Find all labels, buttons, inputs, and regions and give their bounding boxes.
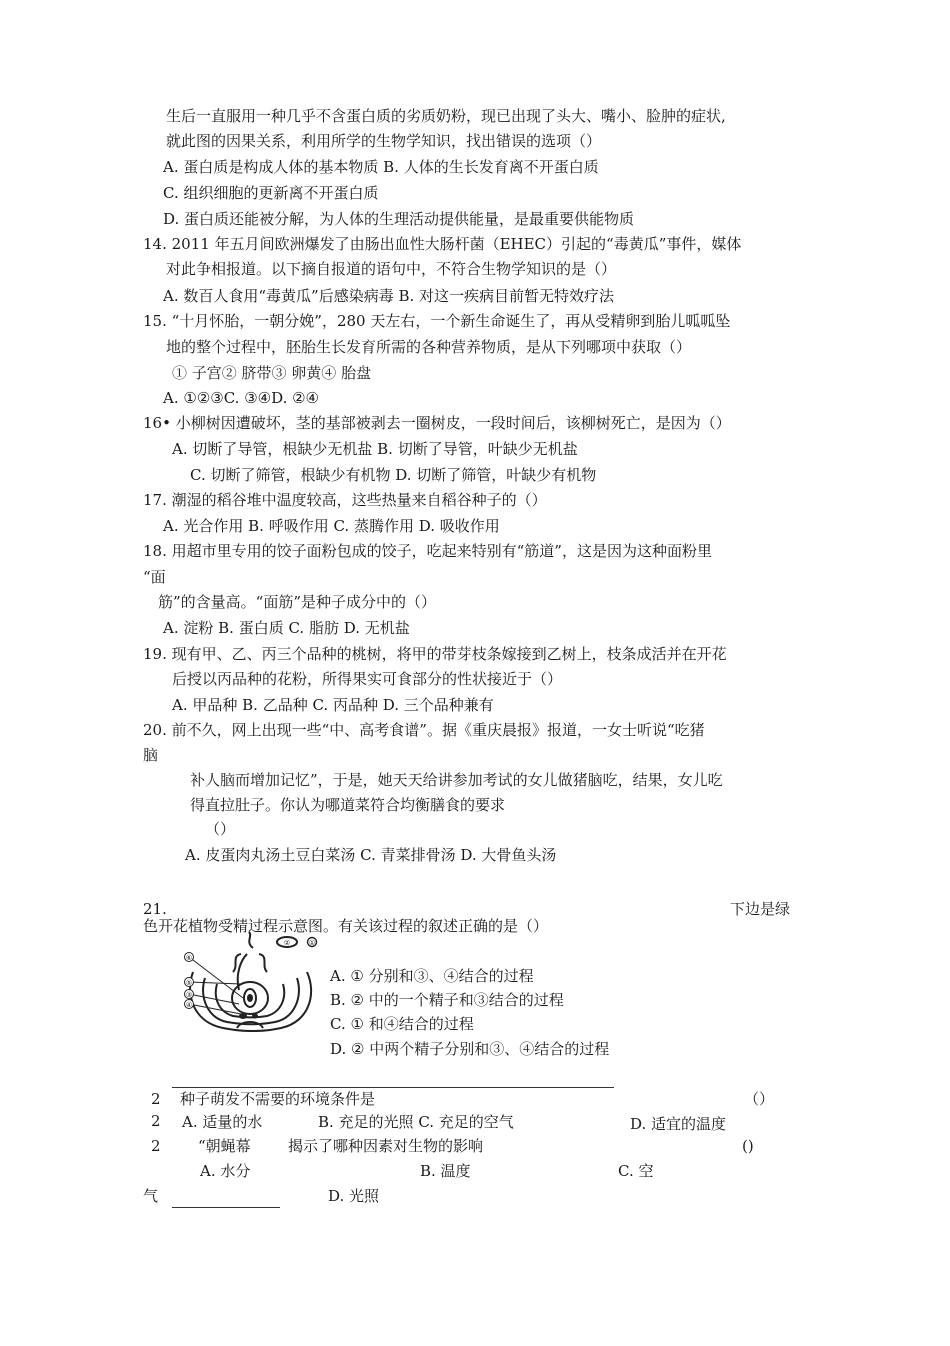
diagram-label-2: ② <box>283 939 291 947</box>
q15-items: ① 子宫② 脐带③ 卵黄④ 胎盘 <box>172 364 372 382</box>
q23-bottom-rule <box>172 1207 280 1208</box>
diagram-label-4: ④ <box>185 1001 193 1009</box>
q23-option-b: B. 温度 <box>420 1162 471 1180</box>
q23-stem-1: “朝蝇幕 <box>198 1137 251 1155</box>
q20-line1: 20. 前不久，网上出现一些“中、高考食谱”。据《重庆晨报》报道，一女士听说“吃猪 <box>143 721 705 739</box>
q18-line1: 18. 用超市里专用的饺子面粉包成的饺子，吃起来特别有“筋道”，这是因为这种面粉里 <box>143 542 712 560</box>
q20-line4: 得直拉肚子。你认为哪道菜符合均衡膳食的要求 <box>190 796 506 814</box>
q21-option-d: D. ② 中两个精子分别和③、④结合的过程 <box>330 1040 610 1058</box>
q23-number: 2 <box>151 1137 161 1155</box>
q16-option-ab: A. 切断了导管，根缺少无机盐 B. 切断了导管，叶缺少无机盐 <box>172 440 578 458</box>
q23-option-a: A. 水分 <box>200 1162 251 1180</box>
diagram-label-6: ⑥ <box>185 954 193 962</box>
q13-line1: 生后一直服用一种几乎不含蛋白质的劣质奶粉，现已出现了头大、嘴小、脸肿的症状, <box>166 107 726 125</box>
fertilization-diagram <box>183 932 328 1032</box>
q21-option-c: C. ① 和④结合的过程 <box>330 1015 474 1033</box>
q22-option-a: A. 适量的水 <box>182 1113 263 1131</box>
q22-number-2: 2 <box>151 1112 161 1130</box>
pollen-tube-top <box>249 932 253 948</box>
q14-line1: 14. 2011 年五月间欧洲爆发了由肠出血性大肠杆菌（EHEC）引起的“毒黄瓜”事件，媒体 <box>143 235 742 253</box>
q15-line2: 地的整个过程中，胚胎生长发育所需的各种营养物质，是从下列哪项中获取（） <box>166 338 692 356</box>
q13-line2: 就此图的因果关系，利用所学的生物学知识，找出错误的选项（） <box>166 132 602 150</box>
q23-stem-2: 揭示了哪种因素对生物的影响 <box>288 1137 484 1155</box>
q13-option-d: D. 蛋白质还能被分解，为人体的生理活动提供能量，是最重要供能物质 <box>163 210 635 228</box>
q13-option-c: C. 组织细胞的更新离不开蛋白质 <box>163 184 379 202</box>
q16-option-cd: C. 切断了筛管，根缺少有机物 D. 切断了筛管，叶缺少有机物 <box>190 466 597 484</box>
q20-line2: 脑 <box>143 746 159 764</box>
q21-line1-tail: 下边是绿 <box>730 900 791 918</box>
q23-option-d: D. 光照 <box>328 1187 380 1205</box>
q22-top-rule <box>172 1087 614 1088</box>
q18-options: A. 淀粉 B. 蛋白质 C. 脂肪 D. 无机盐 <box>163 619 410 637</box>
q18-line2: “面 <box>143 568 166 586</box>
q23-option-c-part2: 气 <box>143 1187 159 1205</box>
q14-line2: 对此争相报道。以下摘自报道的语句中，不符合生物学知识的是（） <box>166 260 617 278</box>
q22-number: 2 <box>151 1090 161 1108</box>
q13-option-ab: A. 蛋白质是构成人体的基本物质 B. 人体的生长发育离不开蛋白质 <box>163 158 599 176</box>
q20-line5: （） <box>205 820 236 838</box>
q21-line2: 色开花植物受精过程示意图。有关该过程的叙述正确的是（） <box>143 917 549 935</box>
q15-options: A. ①②③C. ③④D. ②④ <box>163 389 320 407</box>
q21-option-a: A. ① 分别和③、④结合的过程 <box>330 967 534 985</box>
polar-nuclei <box>247 994 253 1002</box>
q23-option-c-part1: C. 空 <box>618 1162 654 1180</box>
q22-option-d: D. 适宜的温度 <box>630 1115 727 1133</box>
diagram-label-5: ⑤ <box>185 979 193 987</box>
q19-line1: 19. 现有甲、乙、丙三个品种的桃树，将甲的带芽枝条嫁接到乙树上，枝条成活并在开花 <box>143 645 727 663</box>
q18-line3: 筋”的含量高。“面筋”是种子成分中的（） <box>158 593 437 611</box>
diagram-label-3: ③ <box>185 991 193 999</box>
q22-stem: 种子萌发不需要的环境条件是 <box>180 1090 376 1108</box>
q17-line1: 17. 潮湿的稻谷堆中温度较高，这些热量来自稻谷种子的（） <box>143 491 547 509</box>
q22-option-bc: B. 充足的光照 C. 充足的空气 <box>318 1113 514 1131</box>
q21-option-b: B. ② 中的一个精子和③结合的过程 <box>330 991 564 1009</box>
q16-line1: 16• 小柳树因遭破坏，茎的基部被剥去一圈树皮，一段时间后，该柳树死亡，是因为（） <box>143 414 731 432</box>
q19-line2: 后授以丙品种的花粉，所得果实可食部分的性状接近于（） <box>172 670 563 688</box>
q17-options: A. 光合作用 B. 呼吸作用 C. 蒸腾作用 D. 吸收作用 <box>163 517 500 535</box>
q20-line3: 补人脑而增加记忆”，于是，她天天给讲参加考试的女儿做猪脑吃，结果，女儿吃 <box>190 771 723 789</box>
diagram-label-1: ① <box>308 939 316 947</box>
q23-paren: () <box>742 1137 754 1155</box>
q15-line1: 15. “十月怀胎，一朝分娩”，280 天左右，一个新生命诞生了，再从受精卵到胎儿呱呱坠 <box>143 312 731 330</box>
q22-paren: （） <box>744 1090 775 1108</box>
q19-options: A. 甲品种 B. 乙品种 C. 丙品种 D. 三个品种兼有 <box>172 696 494 714</box>
q20-options: A. 皮蛋肉丸汤土豆白菜汤 C. 青菜排骨汤 D. 大骨鱼头汤 <box>185 846 557 864</box>
q14-option-ab: A. 数百人食用“毒黄瓜”后感染病毒 B. 对这一疾病目前暂无特效疗法 <box>163 287 615 305</box>
q21-number: 21. <box>143 900 167 918</box>
